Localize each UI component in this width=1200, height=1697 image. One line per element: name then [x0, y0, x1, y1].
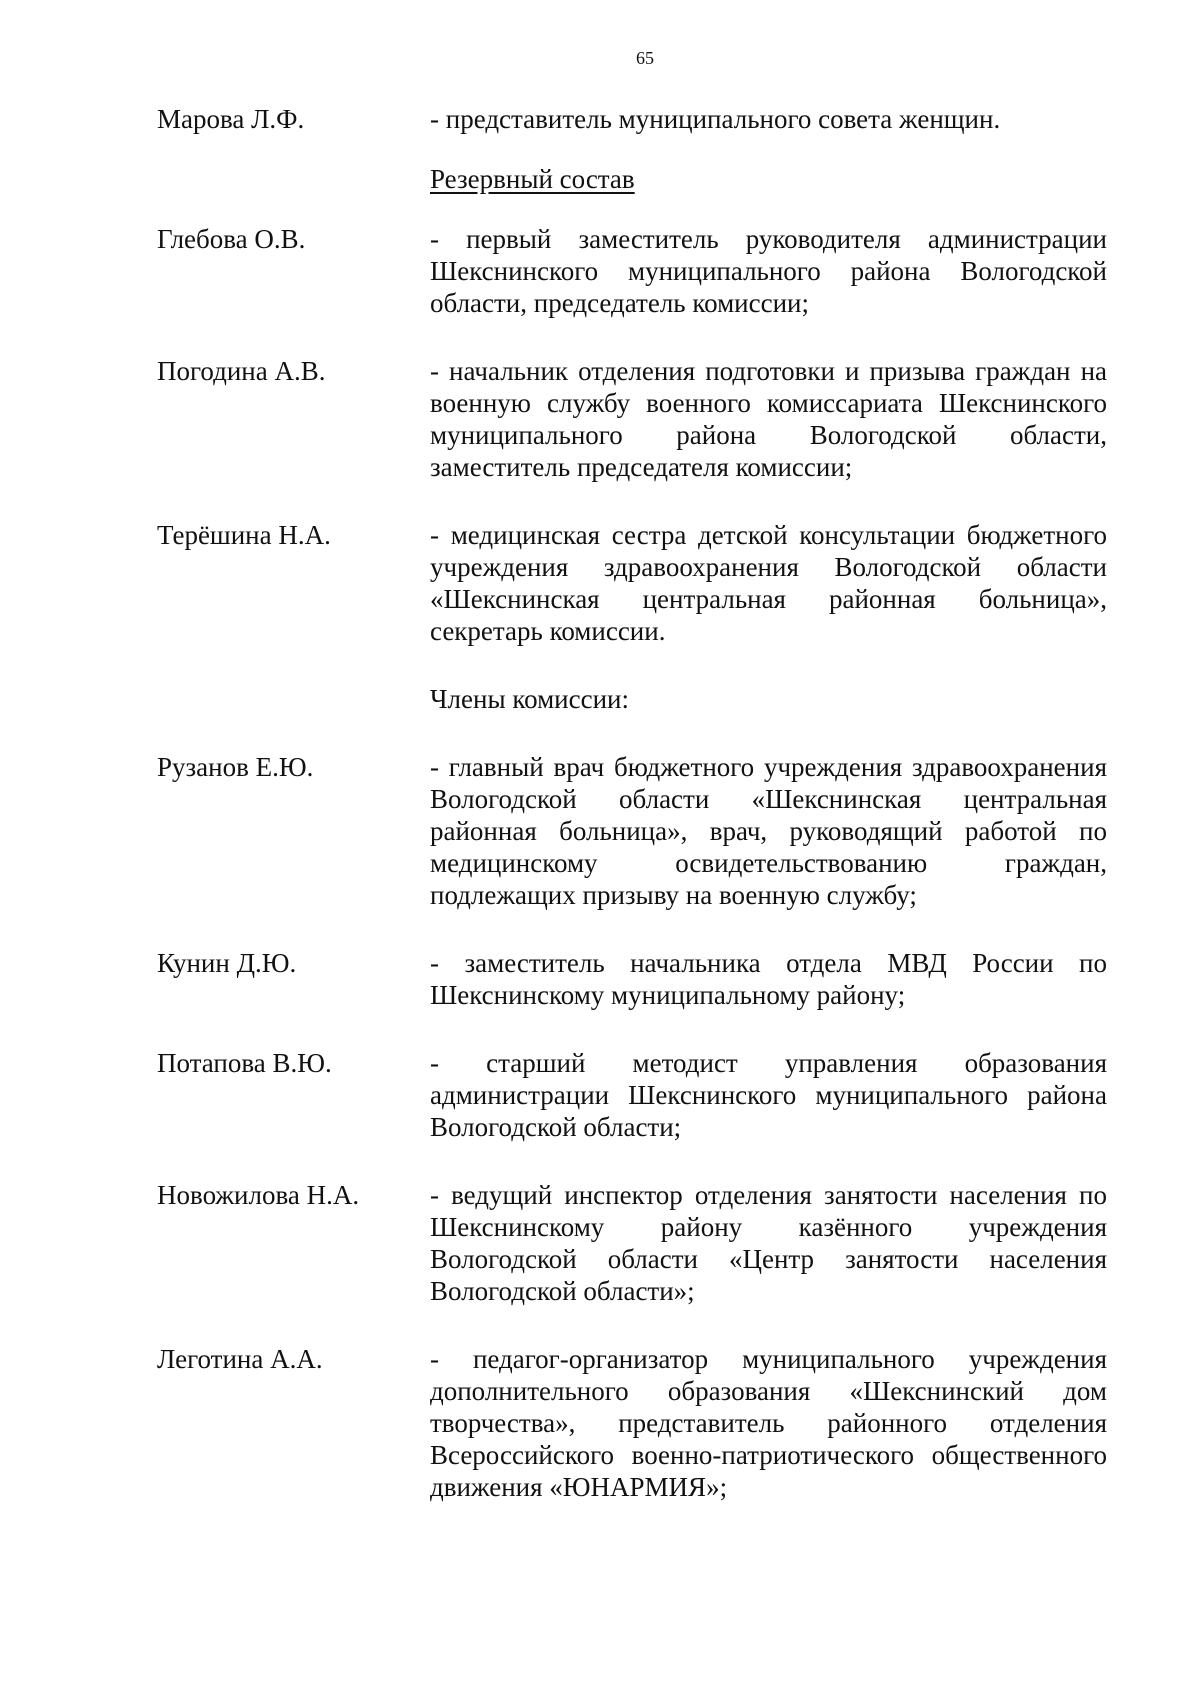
- person-role: - представитель муниципального совета женщин.: [430, 104, 1001, 134]
- person-name: Глебова О.В.: [157, 224, 306, 254]
- person-name: Марова Л.Ф.: [157, 104, 305, 134]
- members-heading: Члены комиссии:: [430, 684, 629, 714]
- person-name: Терёшина Н.А.: [157, 520, 331, 550]
- page-number: 65: [636, 48, 654, 68]
- person-name: Погодина А.В.: [157, 356, 326, 386]
- person-role: - начальник отделения подготовки и призыва граждан на военную службу военного комиссариата Шекснинского муниципального района Вологодской области, заместитель председателя комиссии;: [430, 356, 1107, 482]
- person-name: Новожилова Н.А.: [157, 1180, 360, 1210]
- person-role: - первый заместитель руководителя администрации Шекснинского муниципального района Вологодской области, председатель комиссии;: [430, 224, 1107, 318]
- person-name: Леготина А.А.: [157, 1344, 323, 1374]
- person-role: - старший методист управления образования администрации Шекснинского муниципального района Вологодской области;: [430, 1048, 1107, 1142]
- entry-row: [157, 1343, 1107, 1503]
- reserve-heading: [430, 163, 1107, 195]
- person-role: - педагог-организатор муниципального учреждения дополнительного образования «Шекснинский дом творчества», представитель районного отделения Всероссийского военно-патриотического общественного движения «ЮНАРМИЯ»;: [430, 1344, 1107, 1502]
- entry-row: [157, 519, 1107, 647]
- entry-row: [157, 1047, 1107, 1143]
- entry-row: [157, 103, 1107, 135]
- person-name: Кунин Д.Ю.: [157, 948, 297, 978]
- entry-row: [157, 223, 1107, 319]
- entry-row: [157, 355, 1107, 483]
- entry-row: [157, 947, 1107, 1011]
- person-role: - заместитель начальника отдела МВД России по Шекснинскому муниципальному району;: [430, 948, 1107, 1010]
- reserve-heading-text: Резервный состав: [430, 164, 635, 194]
- person-name: Потапова В.Ю.: [157, 1048, 332, 1078]
- entry-row: [157, 1179, 1107, 1307]
- person-role: - медицинская сестра детской консультации бюджетного учреждения здравоохранения Вологодской области «Шекснинская центральная районная больница», секретарь комиссии.: [430, 520, 1107, 646]
- person-role: - главный врач бюджетного учреждения здравоохранения Вологодской области «Шекснинская центральная районная больница», врач, руководящий работой по медицинскому освидетельствованию граждан, подлежащих призыву на военную службу;: [430, 752, 1107, 910]
- entry-row: [157, 751, 1107, 911]
- person-name: Рузанов Е.Ю.: [157, 752, 314, 782]
- person-role: - ведущий инспектор отделения занятости населения по Шекснинскому району казённого учреждения Вологодской области «Центр занятости населения Вологодской области»;: [430, 1180, 1107, 1306]
- document-body: [157, 103, 1107, 1503]
